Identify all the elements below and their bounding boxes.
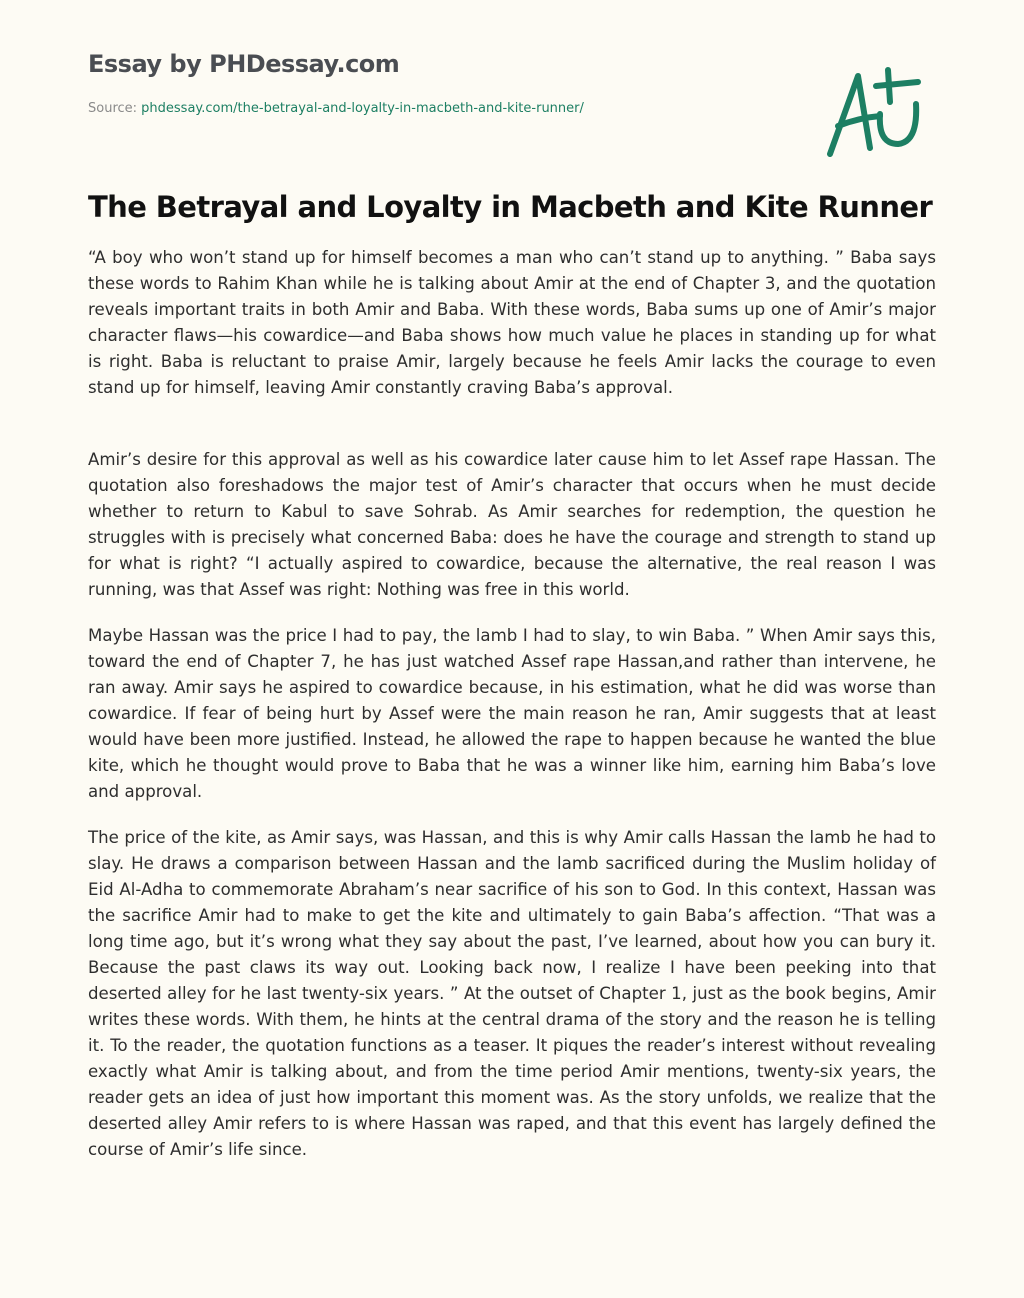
essay-body: [88, 245, 936, 1183]
source-link[interactable]: phdessay.com/the-betrayal-and-loyalty-in-macbeth-and-kite-runner/: [141, 101, 584, 116]
paragraph: Maybe Hassan was the price I had to pay, the lamb I had to slay, to win Baba. ” When Amir says this, toward the end of Chapter 7, he has just watched Assef rape Hassan,and rather than intervene, he ran away. Amir says he aspired to cowardice because, in his estimation, what he did was worse than cowardice. If fear of being hurt by Assef were the main reason he ran, Amir suggests that at least would have been more justified. Instead, he allowed the rape to happen because he wanted the blue kite, which he thought would prove to Baba that he was a winner like him, earning him Baba’s love and approval.: [88, 626, 936, 801]
paragraph: “A boy who won’t stand up for himself becomes a man who can’t stand up to anything. ” Baba says these words to Rahim Khan while he is talking about Amir at the end of Chapter 3, and the quotation reveals important traits in both Amir and Baba. With these words, Baba sums up one of Amir’s major character flaws—his cowardice—and Baba shows how much value he places in standing up for what is right. Baba is reluctant to praise Amir, largely because he feels Amir lacks the courage to even stand up for himself, leaving Amir constantly craving Baba’s approval.: [88, 248, 936, 397]
site-brand: Essay by PHDessay.com: [88, 50, 400, 78]
source-line: [88, 101, 584, 116]
a-plus-logo-icon: [818, 64, 930, 160]
paragraph: Amir’s desire for this approval as well as his cowardice later cause him to let Assef rape Hassan. The quotation also foreshadows the major test of Amir’s character that occurs when he must decide whether to return to Kabul to save Sohrab. As Amir searches for redemption, the question he struggles with is precisely what concerned Baba: does he have the courage and strength to stand up for what is right? “I actually aspired to cowardice, because the alternative, the real reason I was running, was that Assef was right: Nothing was free in this world.: [88, 450, 936, 599]
page-title: The Betrayal and Loyalty in Macbeth and Kite Runner: [88, 190, 933, 224]
source-label: Source:: [88, 101, 142, 116]
paragraph: The price of the kite, as Amir says, was Hassan, and this is why Amir calls Hassan the lamb he had to slay. He draws a comparison between Hassan and the lamb sacrificed during the Muslim holiday of Eid Al-Adha to commemorate Abraham’s near sacrifice of his son to God. In this context, Hassan was the sacrifice Amir had to make to get the kite and ultimately to gain Baba’s affection. “That was a long time ago, but it’s wrong what they say about the past, I’ve learned, about how you can bury it. Because the past claws its way out. Looking back now, I realize I have been peeking into that deserted alley for he last twenty-six years. ” At the outset of Chapter 1, just as the book begins, Amir writes these words. With them, he hints at the central drama of the story and the reason he is telling it. To the reader, the quotation functions as a teaser. It piques the reader’s interest without revealing exactly what Amir is talking about, and from the time period Amir mentions, twenty-six years, the reader gets an idea of just how important this moment was. As the story unfolds, we realize that the deserted alley Amir refers to is where Hassan was raped, and that this event has largely defined the course of Amir’s life since.: [88, 828, 936, 1159]
